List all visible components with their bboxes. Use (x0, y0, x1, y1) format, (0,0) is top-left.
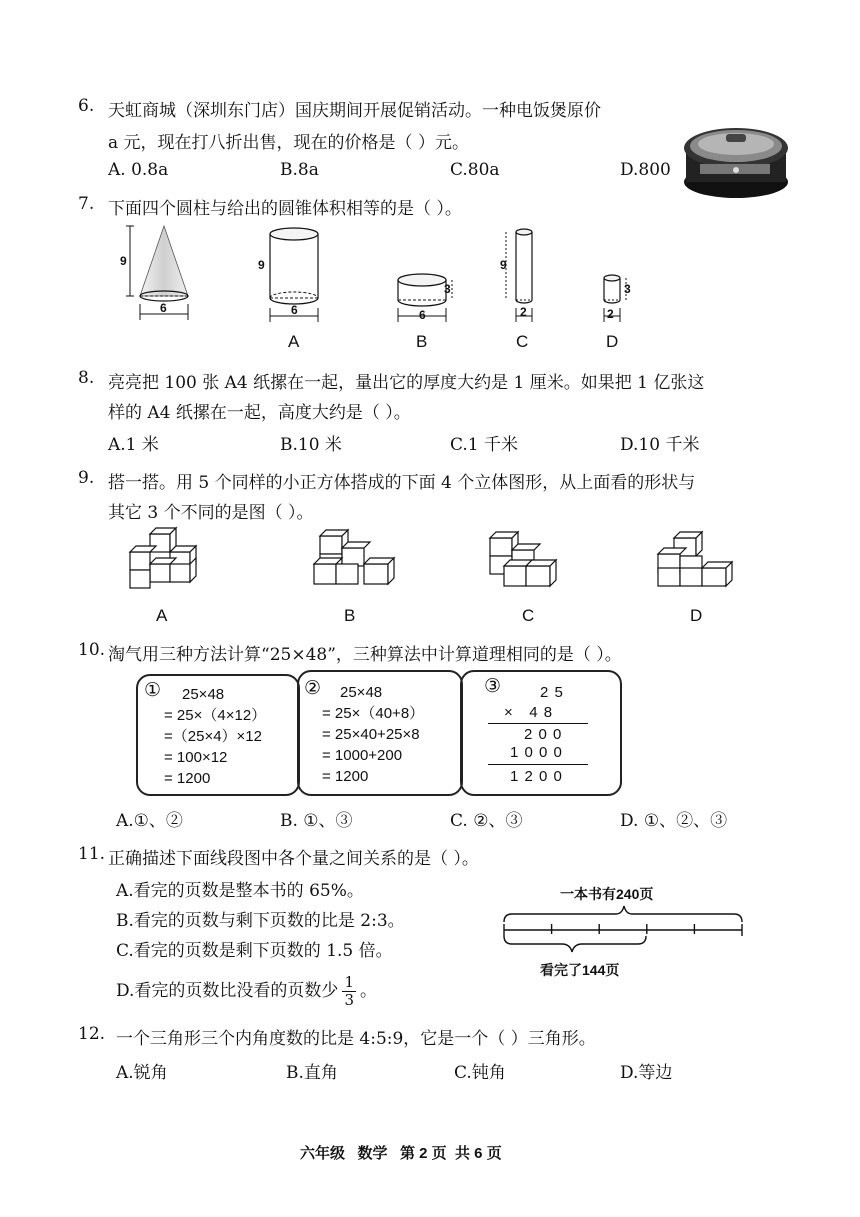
method-3-line-1: 2 5 (540, 684, 564, 701)
q9-line1: 搭一搭。用 5 个同样的小正方体搭成的下面 4 个立体图形，从上面看的形状与 (108, 473, 696, 493)
q11-number: 11. (78, 844, 106, 864)
q9-number: 9. (78, 468, 95, 488)
cylinder-d-label: D (606, 332, 619, 351)
q8-option-b: B.10 米 (280, 435, 342, 455)
q10-option-d: D. ①、②、③ (620, 811, 728, 831)
cube-label-d: D (690, 606, 703, 625)
rice-cooker-image (680, 120, 792, 202)
method-3-line-5: 1 2 0 0 (510, 768, 563, 785)
method-3-line-3: 2 0 0 (524, 726, 563, 743)
cube-figure-c (486, 528, 576, 592)
q7-number: 7. (78, 194, 95, 214)
q6-option-b: B.8a (280, 160, 319, 180)
cylinder-d-diameter-label: 2 (607, 307, 614, 321)
cube-figure-d (656, 528, 746, 592)
q12-option-a: A.锐角 (116, 1063, 168, 1083)
cylinder-b-figure (388, 270, 468, 330)
one-third-fraction (342, 974, 356, 1009)
cube-label-b: B (344, 606, 356, 625)
fraction-denominator: 3 (344, 991, 354, 1009)
q6-option-a: A. 0.8a (108, 160, 169, 180)
cylinder-b-label: B (416, 332, 428, 351)
cube-label-c: C (522, 606, 535, 625)
q6-line1: 天虹商城（深圳东门店）国庆期间开展促销活动。一种电饭煲原价 (108, 101, 601, 121)
diagram-total-label: 一本书有240页 (560, 886, 654, 902)
q8-option-d: D.10 千米 (620, 435, 700, 455)
q6-option-d: D.800 (620, 160, 671, 180)
q12-number: 12. (78, 1024, 106, 1044)
q8-option-a: A.1 米 (108, 435, 159, 455)
cube-label-a: A (156, 606, 168, 625)
method-1-line-2: = 25×（4×12） (164, 707, 267, 724)
method-3-line-2: × 4 8 (504, 704, 554, 721)
method-1-line-5: = 1200 (164, 770, 211, 787)
q11-option-d-end: 。 (359, 981, 377, 1001)
q10-text: 淘气用三种方法计算“25×48”，三种算法中计算道理相同的是（ ）。 (108, 645, 622, 665)
q9-line2: 其它 3 个不同的是图（ ）。 (108, 503, 314, 523)
cylinder-d-height-label: 3 (624, 282, 631, 296)
q10-option-b: B. ①、③ (280, 811, 353, 831)
q10-number: 10. (78, 640, 106, 660)
method-1-line-1: 25×48 (182, 686, 225, 703)
method-1-line-3: =（25×4）×12 (164, 728, 262, 745)
q8-line1: 亮亮把 100 张 A4 纸摞在一起，量出它的厚度大约是 1 厘米。如果把 1 亿张这 (108, 373, 705, 393)
q12-option-b: B.直角 (286, 1063, 338, 1083)
q8-option-c: C.1 千米 (450, 435, 519, 455)
cube-figure-b (312, 528, 402, 592)
cylinder-c-diameter-label: 2 (520, 305, 527, 319)
q12-option-c: C.钝角 (454, 1063, 506, 1083)
cylinder-c-height-label: 9 (500, 258, 507, 272)
method-3-line-4: 1 0 0 0 (510, 744, 563, 761)
cylinder-d-figure (596, 270, 646, 330)
cube-figure-a (128, 528, 208, 592)
q11-option-b: B.看完的页数与剩下页数的比是 2:3。 (116, 911, 405, 931)
method-2-line-3: = 25×40+25×8 (322, 726, 420, 743)
cylinder-a-label: A (288, 332, 300, 351)
q7-text: 下面四个圆柱与给出的圆锥体积相等的是（ ）。 (108, 199, 462, 219)
page-footer: 六年级 数学 第 2 页 共 6 页 (300, 1145, 502, 1162)
q6-option-c: C.80a (450, 160, 500, 180)
method-2-line-1: 25×48 (340, 684, 383, 701)
method-2-mark: ② (304, 678, 322, 699)
q12-option-d: D.等边 (620, 1063, 673, 1083)
q6-number: 6. (78, 96, 95, 116)
q8-number: 8. (78, 368, 95, 388)
q12-text: 一个三角形三个内角度数的比是 4:5:9，它是一个（ ）三角形。 (116, 1029, 596, 1049)
q10-option-c: C. ②、③ (450, 811, 523, 831)
q11-option-c: C.看完的页数是剩下页数的 1.5 倍。 (116, 941, 393, 961)
diagram-read-label: 看完了144页 (540, 962, 620, 978)
method-2-line-5: = 1200 (322, 768, 369, 785)
line-segment-diagram (500, 904, 746, 958)
q11-text: 正确描述下面线段图中各个量之间关系的是（ ）。 (108, 849, 479, 869)
method-2-line-4: = 1000+200 (322, 747, 403, 764)
cone-height-label: 9 (120, 254, 127, 268)
cylinder-b-diameter-label: 6 (419, 308, 426, 322)
q11-option-d-text: D.看完的页数比没看的页数少 (116, 981, 339, 1001)
q8-line2: 样的 A4 纸摞在一起，高度大约是（ ）。 (108, 403, 411, 423)
q11-option-d (116, 974, 377, 1009)
cone-diameter-label: 6 (160, 301, 167, 315)
method-3-mark: ③ (484, 676, 502, 697)
q11-option-a: A.看完的页数是整本书的 65%。 (116, 881, 364, 901)
cylinder-a-diameter-label: 6 (291, 303, 298, 317)
cylinder-c-label: C (516, 332, 529, 351)
cylinder-a-figure (258, 222, 338, 332)
method-2-line-2: = 25×（40+8） (322, 705, 425, 722)
fraction-numerator: 1 (344, 973, 354, 991)
cylinder-a-height-label: 9 (258, 258, 265, 272)
q6-line2: a 元，现在打八折出售，现在的价格是（ ）元。 (108, 133, 469, 153)
method-3-rule-2 (488, 764, 588, 765)
method-1-line-4: = 100×12 (164, 749, 228, 766)
cylinder-b-height-label: 3 (444, 282, 451, 296)
q10-option-a: A.①、② (116, 811, 183, 831)
method-1-mark: ① (144, 680, 162, 701)
cone-figure (118, 222, 218, 332)
